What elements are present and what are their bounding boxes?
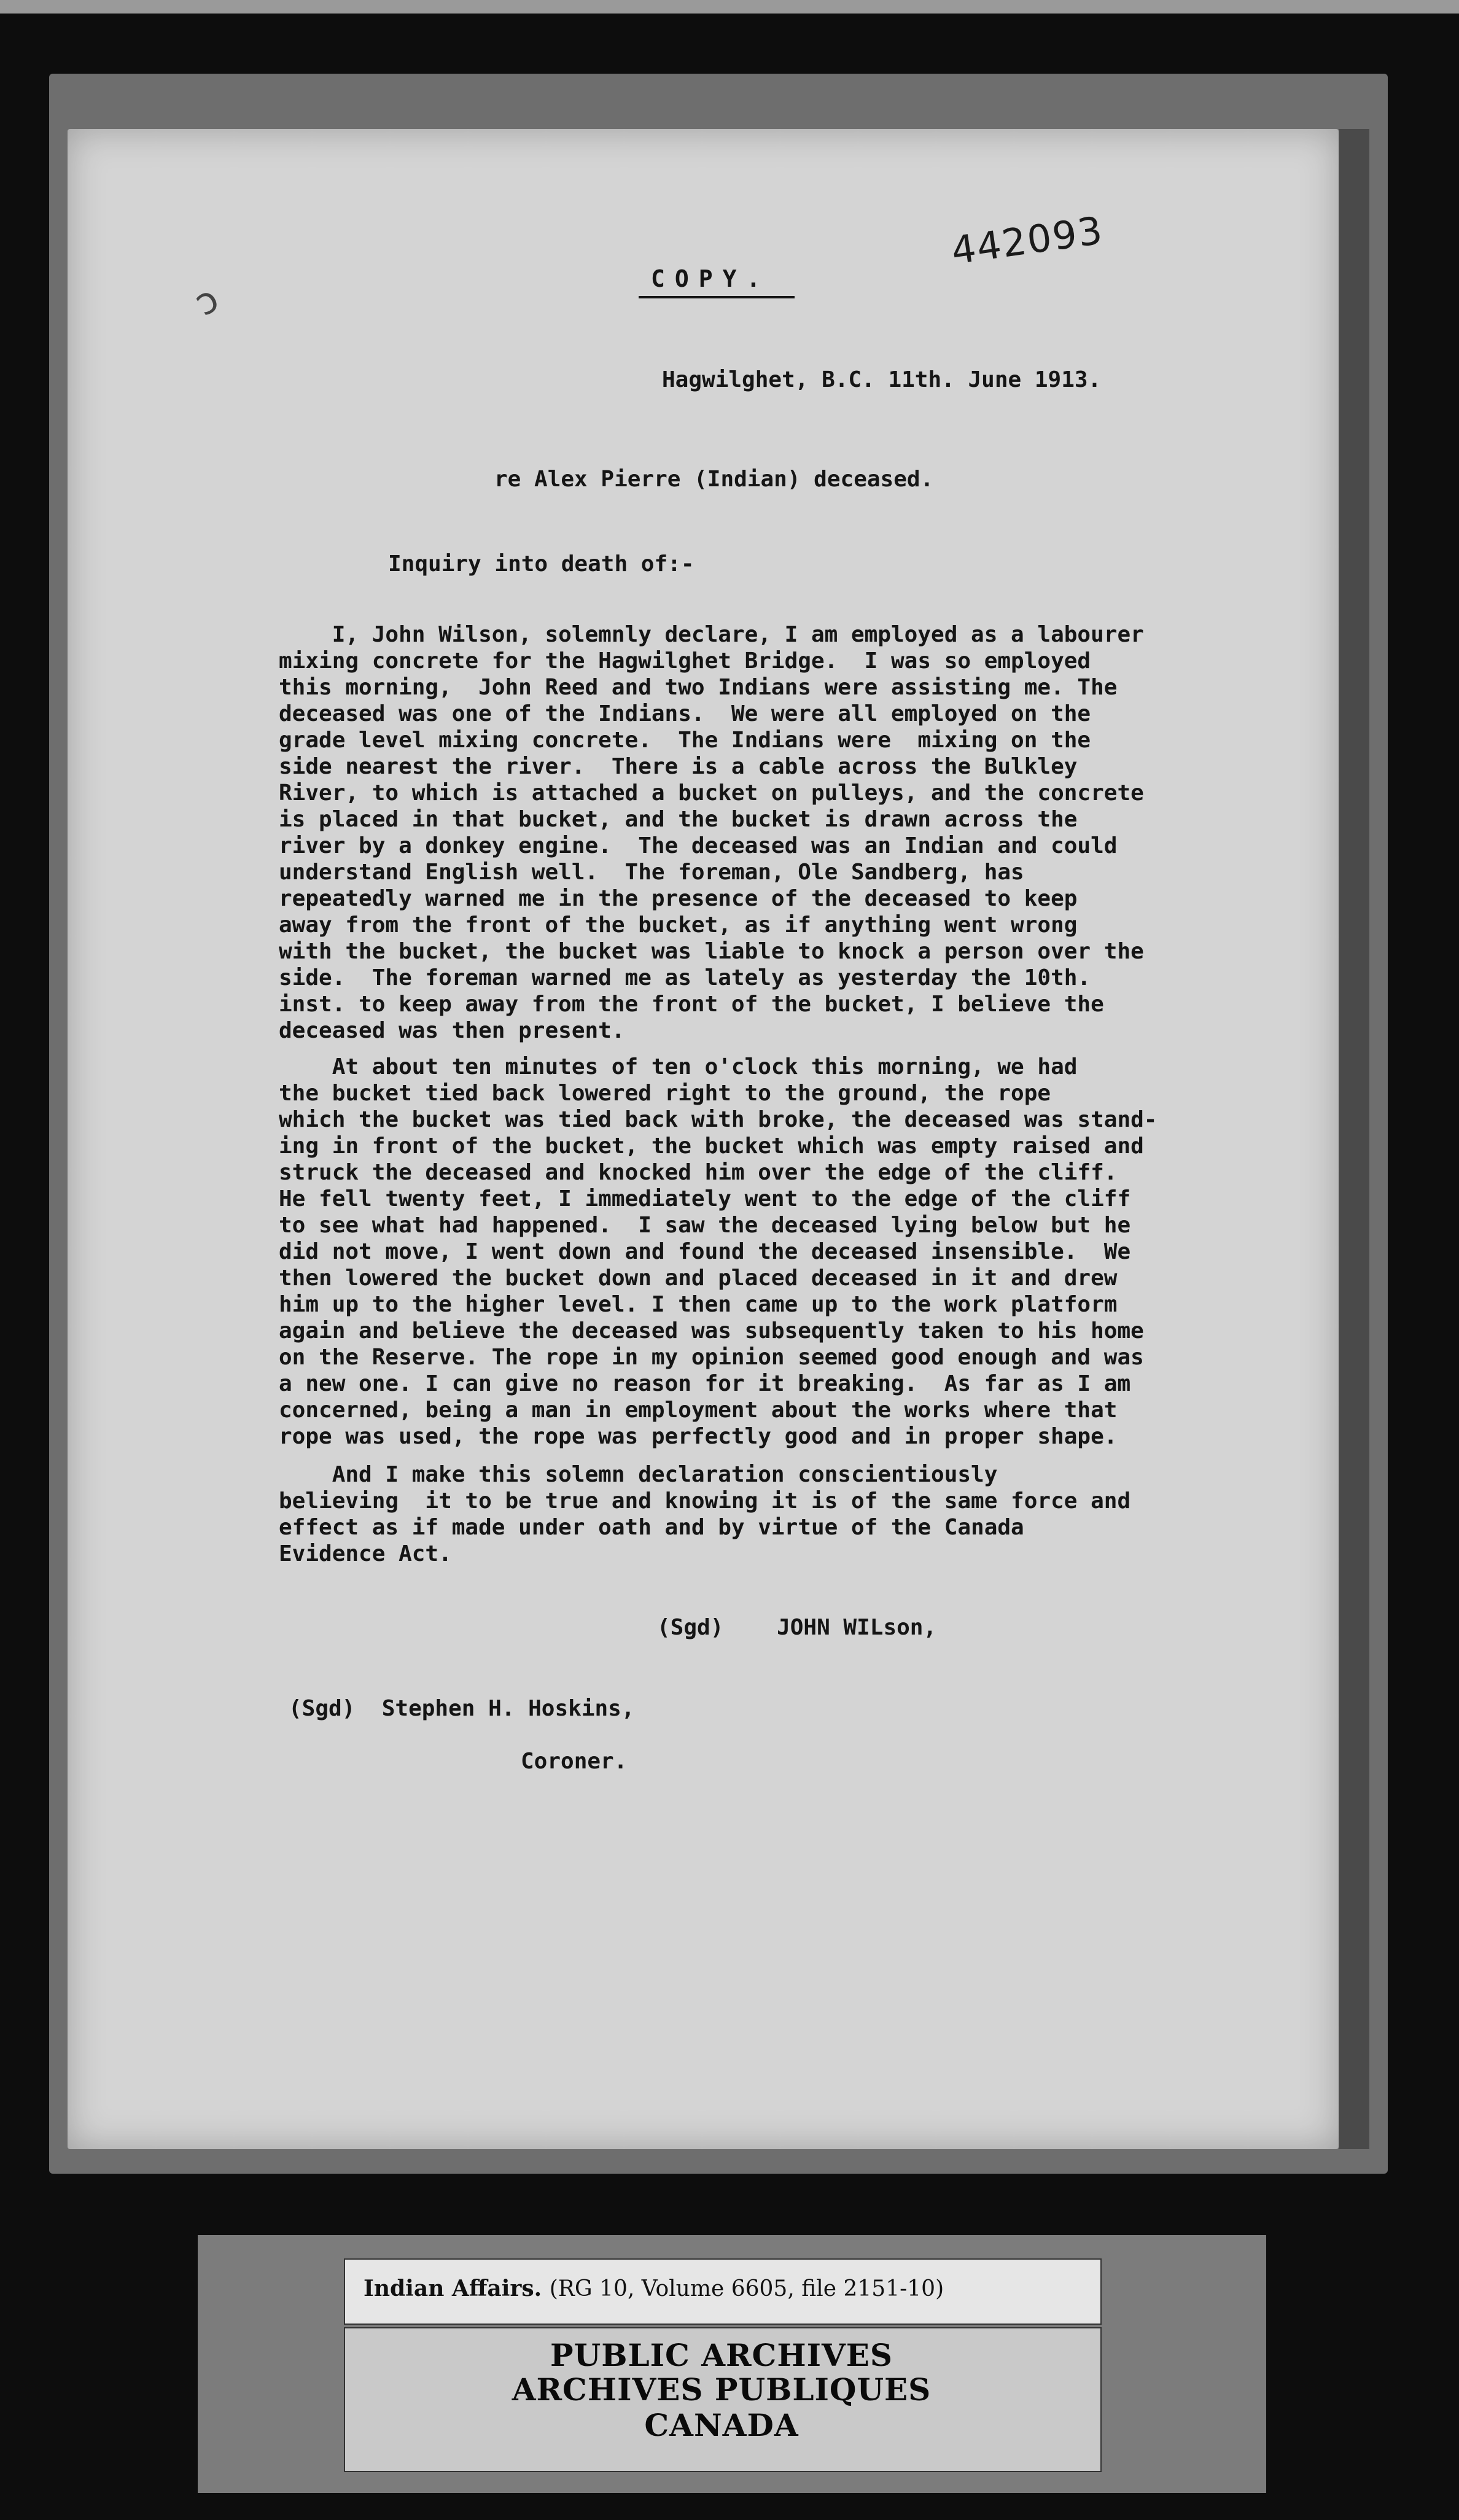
- declarant-signature: (Sgd) JOHN WILson,: [657, 1615, 937, 1640]
- stamp-french: ARCHIVES PUBLIQUES: [512, 2371, 932, 2408]
- coroner-title: Coroner.: [521, 1749, 628, 1774]
- reference-text: [364, 2276, 944, 2301]
- label-reference: (RG 10, Volume 6605, file 2151-10): [549, 2276, 944, 2301]
- inquiry-line: Inquiry into death of:-: [388, 551, 694, 577]
- subject-line: re Alex Pierre (Indian) deceased.: [494, 467, 934, 492]
- page-shadow: [1339, 129, 1369, 2149]
- label-source: Indian Affairs.: [364, 2276, 542, 2301]
- film-edge: [0, 0, 1459, 14]
- archive-number: 442093: [948, 208, 1107, 273]
- declaration-paragraph-2: At about ten minutes of ten o'clock this morning, we had the bucket tied back lowered right to the ground, the rope which the bucket was tied back with broke, the deceased was stand- ing in front of the bucket, the bucket which was empty raised and struck the deceased and knocked him over the edge of the cliff. He fell twenty feet, I immediately went to the edge of the cliff to see what had happened. I saw the deceased lying below but he did not move, I went down and found the deceased insensible. We then lowered the bucket down and placed deceased in it and drew him up to the higher level. I then came up to the work platform again and believe the deceased was subsequently taken to his home on the Reserve. The rope in my opinion seemed good enough and was a new one. I can give no reason for it breaking. As far as I am concerned, being a man in employment about the works where that rope was used, the rope was perfectly good and in proper shape.: [279, 1054, 1157, 1449]
- declaration-paragraph-3: And I make this solemn declaration conscientiously believing it to be true and knowing it is of the same force and effect as if made under oath and by virtue of the Canada Evidence Act.: [279, 1462, 1131, 1566]
- copy-heading: COPY.: [639, 265, 795, 298]
- place-date: Hagwilghet, B.C. 11th. June 1913.: [662, 367, 1102, 392]
- ink-mark-icon: ↄ: [187, 277, 227, 325]
- coroner-signature: (Sgd) Stephen H. Hoskins,: [289, 1696, 635, 1721]
- declaration-paragraph-1: I, John Wilson, solemnly declare, I am employed as a labourer mixing concrete for the Hagwilghet Bridge. I was so employed this morning, John Reed and two Indians were assisting me. The deceased was one of the Indians. We were all employed on the grade level mixing concrete. The Indians were mixing on the side nearest the river. There is a cable across the Bulkley River, to which is attached a bucket on pulleys, and the concrete is placed in that bucket, and the bucket is drawn across the river by a donkey engine. The deceased was an Indian and could understand English well. The foreman, Ole Sandberg, has repeatedly warned me in the presence of the deceased to keep away from the front of the bucket, as if anything went wrong with the bucket, the bucket was liable to knock a person over the side. The foreman warned me as lately as yesterday the 10th. inst. to keep away from the front of the bucket, I believe the deceased was then present.: [279, 622, 1144, 1043]
- stamp-english: PUBLIC ARCHIVES: [550, 2337, 893, 2373]
- stamp-country: CANADA: [644, 2407, 799, 2443]
